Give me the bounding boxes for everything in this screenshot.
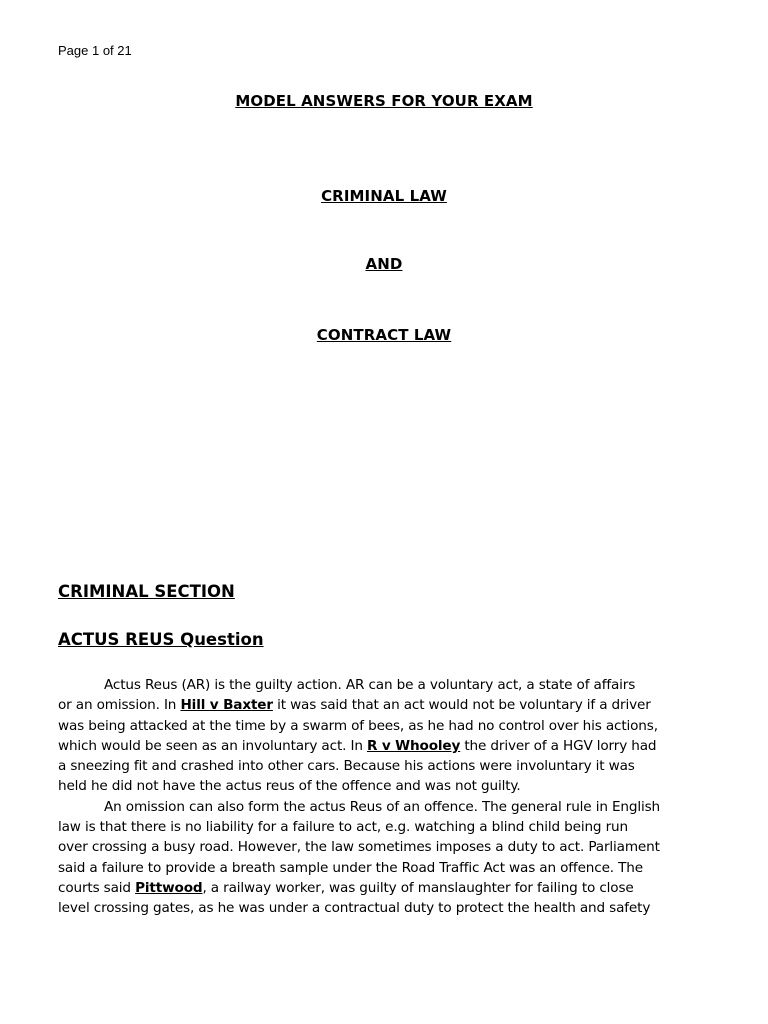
paragraph-2: [58, 797, 718, 919]
main-title: MODEL ANSWERS FOR YOUR EXAM: [235, 92, 533, 110]
paragraph-1: [58, 675, 718, 797]
title-conjunction: AND: [365, 255, 403, 273]
text-line: An omission can also form the actus Reus of an offence. The general rule in English: [104, 798, 660, 815]
text-line: law is that there is no liability for a failure to act, e.g. watching a blind child being run: [58, 819, 628, 836]
text-line: was being attacked at the time by a swarm of bees, as he had no control over his actions,: [58, 717, 658, 734]
actus-reus-heading: ACTUS REUS Question: [58, 630, 264, 649]
text-run: the driver of a HGV lorry had: [460, 737, 657, 754]
text-line: said a failure to provide a breath sample under the Road Traffic Act was an offence. The: [58, 859, 643, 876]
text-line: level crossing gates, as he was under a contractual duty to protect the health and safety: [58, 900, 651, 917]
case-name-r-v-whooley: R v Whooley: [366, 737, 461, 754]
text-line: over crossing a busy road. However, the law sometimes imposes a duty to act. Parliament: [58, 839, 660, 856]
body-text: [58, 675, 718, 919]
criminal-section-heading: CRIMINAL SECTION: [58, 582, 235, 601]
text-line: a sneezing fit and crashed into other cars. Because his actions were involuntary it was: [58, 758, 635, 775]
text-line: held he did not have the actus reus of the offence and was not guilty.: [58, 778, 521, 795]
text-line: Actus Reus (AR) is the guilty action. AR can be a voluntary act, a state of affairs: [104, 677, 636, 693]
text-run: or an omission. In: [58, 697, 181, 714]
text-line: [58, 736, 718, 756]
text-run: which would be seen as an involuntary act. In: [58, 737, 367, 754]
text-run: courts said: [58, 879, 136, 896]
text-run: , a railway worker, was guilty of manslaughter for failing to close: [202, 879, 634, 896]
text-line: [58, 878, 718, 898]
subject-title-contract: CONTRACT LAW: [316, 326, 452, 344]
text-line: [58, 695, 718, 715]
case-name-pittwood: Pittwood: [135, 879, 203, 896]
subject-title-criminal: CRIMINAL LAW: [321, 187, 447, 205]
text-run: it was said that an act would not be voluntary if a driver: [272, 697, 651, 714]
case-name-hill-v-baxter: Hill v Baxter: [180, 697, 273, 714]
page-number: Page 1 of 21: [58, 43, 132, 58]
